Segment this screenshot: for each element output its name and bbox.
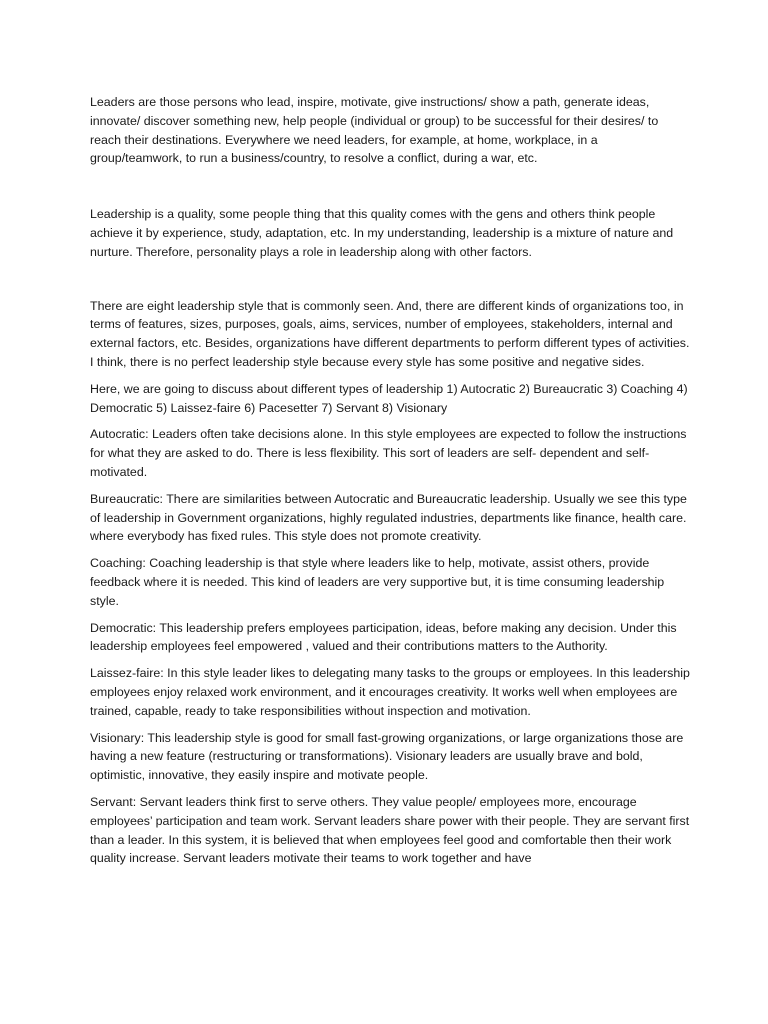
paragraph-leaders-definition: Leaders are those persons who lead, inspire, motivate, give instructions/ show a path, generate ideas, innovate/ discover something new, help people (individual or group) to be successful for their desires/ to reach their destinations. Everywhere we need leaders, for example, at home, workplace, in a group/teamwork, to run a business/country, to resolve a conflict, during a war, etc.: [90, 95, 659, 166]
paragraph-leadership-quality: Leadership is a quality, some people thing that this quality comes with the gens and others think people achieve it by experience, study, adaptation, etc. In my understanding, leadership is a mixture of nature and nurture. Therefore, personality plays a role in leadership along with other factors.: [90, 207, 674, 259]
paragraph-autocratic: Autocratic: Leaders often take decisions alone. In this style employees are expected to follow the instructions for what they are asked to do. There is less flexibility. This sort of leaders are self- dependent and self-motivated.: [90, 427, 687, 479]
paragraph-bureaucratic: Bureaucratic: There are similarities between Autocratic and Bureaucratic leadership. Usually we see this type of leadership in Government organizations, highly regulated industries, departments like finance, health care. where everybody has fixed rules. This style does not promote creativity.: [90, 491, 687, 544]
paragraph-visionary: Visionary: This leadership style is good for small fast-growing organizations, or large organizations those are having a new feature (restructuring or transformations). Visionary leaders are usually brave and bold, optimistic, innovative, they easily inspire and motivate people.: [90, 730, 684, 783]
document-page: [90, 93, 690, 876]
paragraph-servant: Servant: Servant leaders think first to serve others. They value people/ employees more, encourage employees’ participation and team work. Servant leaders share power with their people. They are servant first than a leader. In this system, it is believed that when employees feel good and comfortable then their work quality increase. Servant leaders motivate their teams to work together and have: [90, 794, 690, 866]
paragraph-democratic: Democratic: This leadership prefers employees participation, ideas, before making any decision. Under this leadership employees feel empowered , valued and their contributions matters to the Authority.: [90, 620, 677, 654]
paragraph-types-list: Here, we are going to discuss about different types of leadership 1) Autocratic 2) Bureaucratic 3) Coaching 4) Democratic 5) Laissez-faire 6) Pacesetter 7) Servant 8) Visionary: [90, 381, 688, 415]
paragraph-coaching: Coaching: Coaching leadership is that style where leaders like to help, motivate, assist others, provide feedback where it is needed. This kind of leaders are very supportive but, it is time consuming leadership style.: [90, 556, 665, 608]
paragraph-laissez-faire: Laissez-faire: In this style leader likes to delegating many tasks to the groups or employees. In this leadership employees enjoy relaxed work environment, and it encourages creativity. It works well when employees are trained, capable, ready to take responsibilities without inspection and motivation.: [90, 666, 690, 718]
paragraph-eight-styles: There are eight leadership style that is commonly seen. And, there are different kinds of organizations too, in terms of features, sizes, purposes, goals, aims, services, number of employees, stakeholders, internal and external factors, etc. Besides, organizations have different departments to perform different types of activities. I think, there is no perfect leadership style because every style has some positive and negative sides.: [90, 298, 690, 369]
